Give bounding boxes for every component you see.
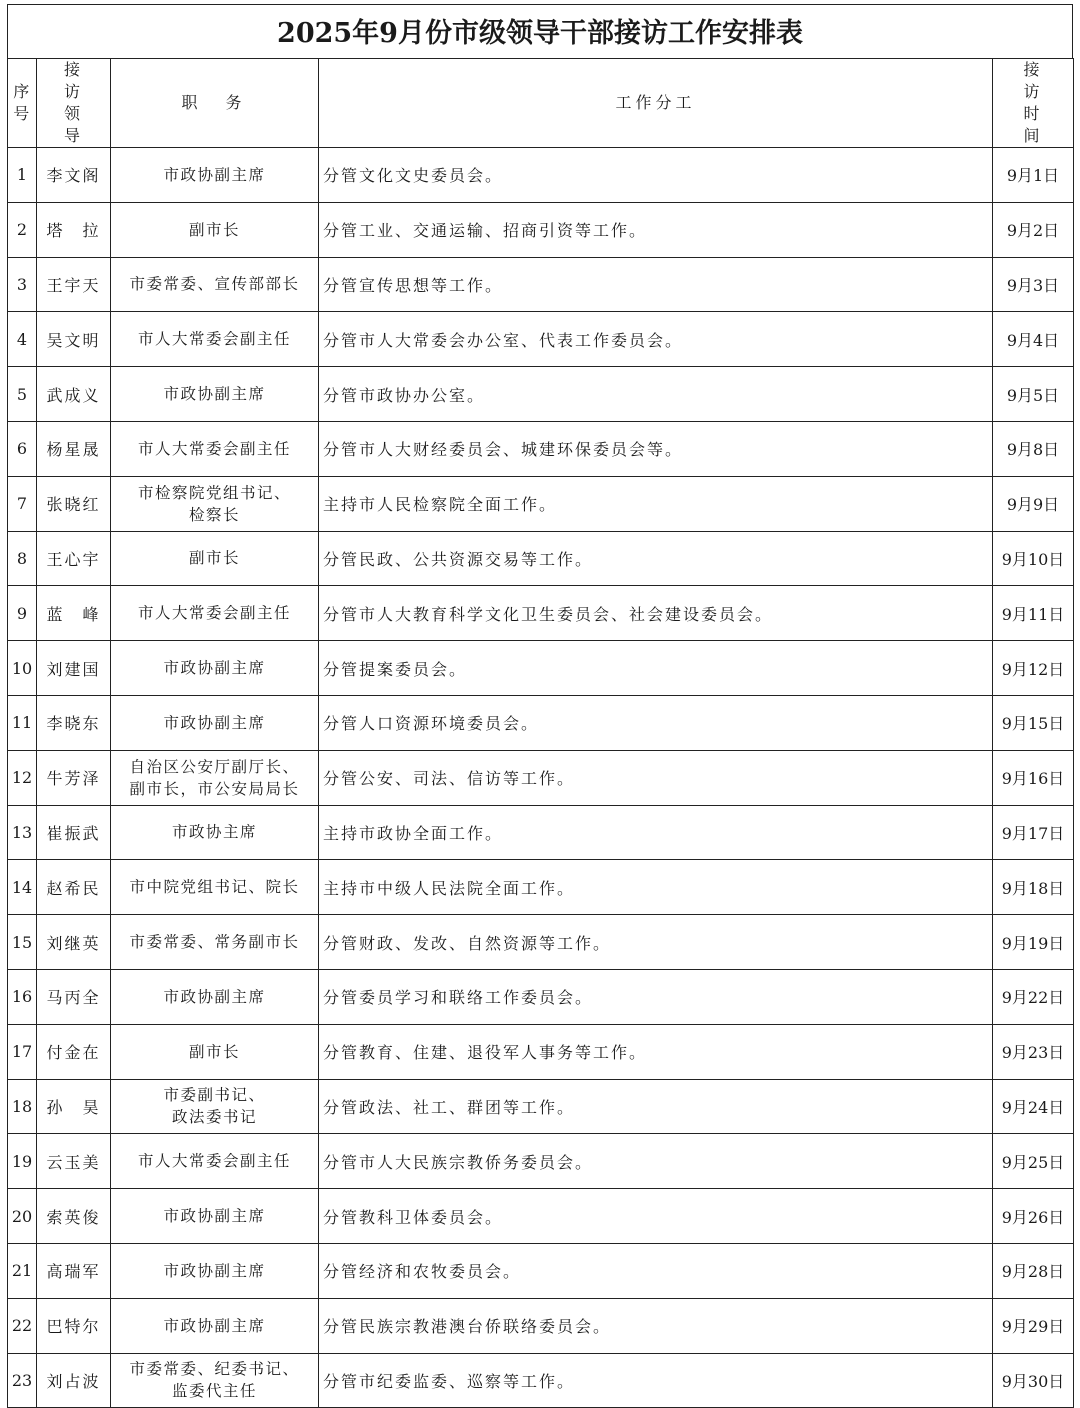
reception-date: 9月16日: [993, 750, 1074, 805]
position-line: 市政协副主席: [163, 1316, 266, 1335]
reception-date: 9月15日: [993, 695, 1074, 750]
reception-date: 9月18日: [993, 860, 1074, 915]
reception-date: 9月12日: [993, 641, 1074, 696]
duty-description: 分管民政、公共资源交易等工作。: [319, 531, 993, 586]
position-line: 市人大常委会副主任: [137, 1152, 291, 1171]
position-line: 市政协副主席: [163, 165, 266, 184]
leader-name: 索英俊: [37, 1189, 111, 1244]
reception-date: 9月17日: [993, 805, 1074, 860]
leader-name: 王心宇: [37, 531, 111, 586]
reception-date: 9月24日: [993, 1079, 1074, 1134]
row-number: 9: [8, 586, 37, 641]
table-row: [8, 586, 1074, 641]
leader-name: 牛芳泽: [37, 750, 111, 805]
position-line: 市政协主席: [171, 823, 257, 842]
duty-description: 分管市人大民族宗教侨务委员会。: [319, 1134, 993, 1189]
leader-name: 孙 昊: [37, 1079, 111, 1134]
position-line: 监委代主任: [171, 1382, 257, 1401]
row-number: 10: [8, 641, 37, 696]
leader-position: [111, 421, 319, 476]
reception-date: 9月2日: [993, 202, 1074, 257]
position-line: 市政协副主席: [163, 659, 266, 678]
position-line: 市委常委、纪委书记、: [129, 1360, 300, 1379]
row-number: 19: [8, 1134, 37, 1189]
row-number: 12: [8, 750, 37, 805]
row-number: 4: [8, 312, 37, 367]
position-line: 副市长，市公安局局长: [129, 779, 300, 798]
table-row: [8, 202, 1074, 257]
duty-description: 分管提案委员会。: [319, 641, 993, 696]
table-row: [8, 1134, 1074, 1189]
table-row: [8, 1024, 1074, 1079]
leader-name: 刘建国: [37, 641, 111, 696]
leader-position: [111, 1024, 319, 1079]
reception-date: 9月8日: [993, 421, 1074, 476]
reception-date: 9月11日: [993, 586, 1074, 641]
table-row: [8, 915, 1074, 970]
position-line: 检察长: [188, 505, 240, 524]
leader-name: 刘占波: [37, 1353, 111, 1408]
table-row: [8, 1298, 1074, 1353]
leader-name: 马丙全: [37, 969, 111, 1024]
table-header-row: [8, 59, 1074, 148]
duty-description: 分管公安、司法、信访等工作。: [319, 750, 993, 805]
leader-name: 武成义: [37, 367, 111, 422]
leader-position: [111, 1243, 319, 1298]
leader-name: 张晓红: [37, 476, 111, 531]
header-leader: 接访领导: [37, 59, 111, 148]
reception-date: 9月28日: [993, 1243, 1074, 1298]
schedule-document: [7, 4, 1073, 1408]
table-row: [8, 257, 1074, 312]
reception-date: 9月3日: [993, 257, 1074, 312]
leader-position: [111, 586, 319, 641]
table-row: [8, 695, 1074, 750]
table-body: [8, 148, 1074, 1408]
duty-description: 分管宣传思想等工作。: [319, 257, 993, 312]
position-line: 市人大常委会副主任: [137, 604, 291, 623]
position-line: 市委副书记、: [163, 1086, 266, 1105]
table-row: [8, 641, 1074, 696]
table-row: [8, 148, 1074, 203]
position-line: 市政协副主席: [163, 1207, 266, 1226]
leader-name: 王宇天: [37, 257, 111, 312]
row-number: 2: [8, 202, 37, 257]
document-title: 2025年9月份市级领导干部接访工作安排表: [7, 4, 1073, 58]
schedule-table: [7, 58, 1074, 1408]
duty-description: 分管财政、发改、自然资源等工作。: [319, 915, 993, 970]
row-number: 13: [8, 805, 37, 860]
leader-position: [111, 750, 319, 805]
header-time: 接访时间: [993, 59, 1074, 148]
table-row: [8, 1353, 1074, 1408]
duty-description: 分管市人大常委会办公室、代表工作委员会。: [319, 312, 993, 367]
row-number: 20: [8, 1189, 37, 1244]
row-number: 7: [8, 476, 37, 531]
leader-name: 李晓东: [37, 695, 111, 750]
reception-date: 9月10日: [993, 531, 1074, 586]
leader-name: 塔 拉: [37, 202, 111, 257]
position-line: 副市长: [188, 1042, 240, 1061]
leader-position: [111, 1079, 319, 1134]
leader-position: [111, 312, 319, 367]
reception-date: 9月4日: [993, 312, 1074, 367]
leader-position: [111, 860, 319, 915]
row-number: 22: [8, 1298, 37, 1353]
table-row: [8, 476, 1074, 531]
header-no: 序号: [8, 59, 37, 148]
leader-name: 刘继英: [37, 915, 111, 970]
leader-position: [111, 1134, 319, 1189]
position-line: 市人大常委会副主任: [137, 439, 291, 458]
position-line: 市政协副主席: [163, 713, 266, 732]
position-line: 自治区公安厅副厅长、: [129, 757, 300, 776]
duty-description: 分管市人大教育科学文化卫生委员会、社会建设委员会。: [319, 586, 993, 641]
row-number: 6: [8, 421, 37, 476]
leader-position: [111, 202, 319, 257]
leader-position: [111, 969, 319, 1024]
table-row: [8, 312, 1074, 367]
table-row: [8, 750, 1074, 805]
position-line: 市检察院党组书记、: [137, 483, 291, 502]
reception-date: 9月1日: [993, 148, 1074, 203]
reception-date: 9月29日: [993, 1298, 1074, 1353]
duty-description: 分管市政协办公室。: [319, 367, 993, 422]
leader-position: [111, 805, 319, 860]
duty-description: 分管委员学习和联络工作委员会。: [319, 969, 993, 1024]
duty-description: 分管文化文史委员会。: [319, 148, 993, 203]
leader-name: 高瑞军: [37, 1243, 111, 1298]
header-position: 职 务: [111, 59, 319, 148]
leader-position: [111, 915, 319, 970]
leader-name: 赵希民: [37, 860, 111, 915]
leader-position: [111, 148, 319, 203]
duty-description: 主持市人民检察院全面工作。: [319, 476, 993, 531]
leader-name: 吴文明: [37, 312, 111, 367]
leader-position: [111, 367, 319, 422]
table-row: [8, 531, 1074, 586]
duty-description: 分管人口资源环境委员会。: [319, 695, 993, 750]
position-line: 政法委书记: [171, 1108, 257, 1127]
position-line: 市中院党组书记、院长: [129, 878, 300, 897]
reception-date: 9月26日: [993, 1189, 1074, 1244]
position-line: 市人大常委会副主任: [137, 330, 291, 349]
reception-date: 9月5日: [993, 367, 1074, 422]
duty-description: 分管经济和农牧委员会。: [319, 1243, 993, 1298]
duty-description: 分管工业、交通运输、招商引资等工作。: [319, 202, 993, 257]
table-row: [8, 1243, 1074, 1298]
position-line: 市委常委、常务副市长: [129, 933, 300, 952]
row-number: 14: [8, 860, 37, 915]
position-line: 市政协副主席: [163, 987, 266, 1006]
position-line: 市政协副主席: [163, 1261, 266, 1280]
leader-name: 蓝 峰: [37, 586, 111, 641]
duty-description: 分管教育、住建、退役军人事务等工作。: [319, 1024, 993, 1079]
position-line: 副市长: [188, 220, 240, 239]
header-duty: 工作分工: [319, 59, 993, 148]
duty-description: 分管市人大财经委员会、城建环保委员会等。: [319, 421, 993, 476]
reception-date: 9月30日: [993, 1353, 1074, 1408]
leader-position: [111, 641, 319, 696]
leader-name: 李文阁: [37, 148, 111, 203]
row-number: 8: [8, 531, 37, 586]
row-number: 23: [8, 1353, 37, 1408]
reception-date: 9月22日: [993, 969, 1074, 1024]
duty-description: 分管民族宗教港澳台侨联络委员会。: [319, 1298, 993, 1353]
row-number: 3: [8, 257, 37, 312]
position-line: 副市长: [188, 549, 240, 568]
leader-position: [111, 1298, 319, 1353]
row-number: 16: [8, 969, 37, 1024]
duty-description: 分管政法、社工、群团等工作。: [319, 1079, 993, 1134]
duty-description: 分管教科卫体委员会。: [319, 1189, 993, 1244]
position-line: 市政协副主席: [163, 385, 266, 404]
row-number: 5: [8, 367, 37, 422]
duty-description: 分管市纪委监委、巡察等工作。: [319, 1353, 993, 1408]
table-row: [8, 1079, 1074, 1134]
reception-date: 9月9日: [993, 476, 1074, 531]
table-row: [8, 805, 1074, 860]
table-row: [8, 860, 1074, 915]
leader-position: [111, 1189, 319, 1244]
leader-position: [111, 695, 319, 750]
leader-name: 付金在: [37, 1024, 111, 1079]
leader-name: 云玉美: [37, 1134, 111, 1189]
table-row: [8, 1189, 1074, 1244]
leader-name: 巴特尔: [37, 1298, 111, 1353]
row-number: 15: [8, 915, 37, 970]
position-line: 市委常委、宣传部部长: [129, 275, 300, 294]
leader-position: [111, 1353, 319, 1408]
row-number: 21: [8, 1243, 37, 1298]
row-number: 11: [8, 695, 37, 750]
leader-position: [111, 531, 319, 586]
duty-description: 主持市中级人民法院全面工作。: [319, 860, 993, 915]
reception-date: 9月23日: [993, 1024, 1074, 1079]
row-number: 18: [8, 1079, 37, 1134]
table-row: [8, 367, 1074, 422]
leader-position: [111, 257, 319, 312]
leader-name: 杨星晟: [37, 421, 111, 476]
duty-description: 主持市政协全面工作。: [319, 805, 993, 860]
table-row: [8, 421, 1074, 476]
reception-date: 9月25日: [993, 1134, 1074, 1189]
table-row: [8, 969, 1074, 1024]
reception-date: 9月19日: [993, 915, 1074, 970]
leader-position: [111, 476, 319, 531]
row-number: 1: [8, 148, 37, 203]
leader-name: 崔振武: [37, 805, 111, 860]
row-number: 17: [8, 1024, 37, 1079]
